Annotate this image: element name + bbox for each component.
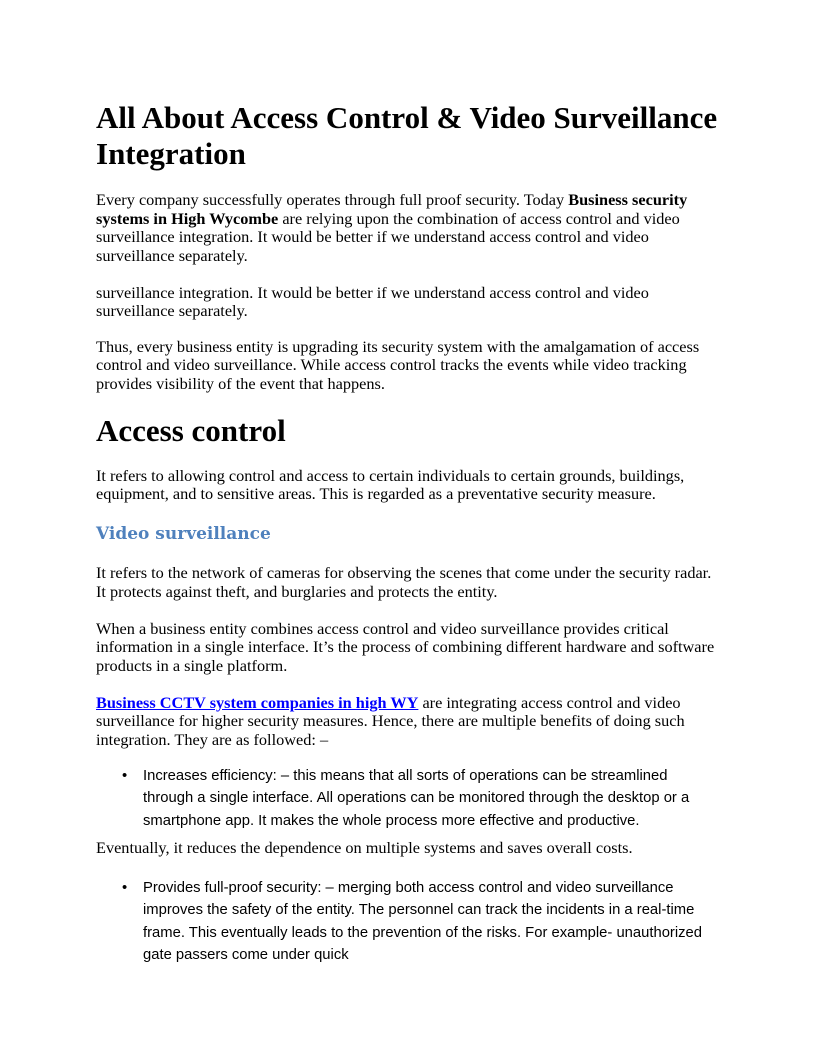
list-item-full-proof-security: • Provides full-proof security: – merging both access control and video surveillance improves the safety of the entity. The personnel can track the incidents in a real-time frame. This eventually leads to the prevention of the risks. For example- unauthorized gate passers come under quick bbox=[96, 877, 720, 967]
benefits-list bbox=[96, 765, 720, 832]
document-title: All About Access Control & Video Surveillance Integration bbox=[96, 100, 718, 171]
combine-paragraph: When a business entity combines access control and video surveillance provides critical information in a single interface. It’s the process of combining different hardware and software products in a single platform. bbox=[96, 618, 715, 675]
cctv-companies-link[interactable]: Business CCTV system companies in high WY bbox=[96, 692, 419, 712]
heading-video-surveillance: Video surveillance bbox=[96, 523, 271, 544]
intro-paragraph: Every company successfully operates through full proof security. Today Business security systems in High Wycombe are relying upon the combination of access control and video surveillance integration. It would be better if we understand access control and video surveillance separately. bbox=[96, 190, 688, 265]
access-control-paragraph: It refers to allowing control and access to certain individuals to certain grounds, buildings, equipment, and to sensitive areas. This is regarded as a preventative security measure. bbox=[96, 465, 685, 503]
benefits-list-continued bbox=[96, 877, 720, 967]
eventually-paragraph: Eventually, it reduces the dependence on multiple systems and saves overall costs. bbox=[96, 838, 633, 858]
benefits-intro-paragraph: Business CCTV system companies in high WY are integrating access control and video surveillance for higher security measures. Hence, there are multiple benefits of doing such integration. They are as followed: – bbox=[96, 692, 685, 749]
video-surveillance-paragraph: It refers to the network of cameras for observing the scenes that come under the security radar. It protects against theft, and burglaries and protects the entity. bbox=[96, 563, 712, 601]
intro-repeat-paragraph: surveillance integration. It would be better if we understand access control and video surveillance separately. bbox=[96, 282, 649, 320]
list-item-increases-efficiency: • Increases efficiency: – this means that all sorts of operations can be streamlined through a single interface. All operations can be monitored through the desktop or a smartphone app. It makes the whole process more effective and productive. bbox=[96, 765, 720, 832]
heading-access-control: Access control bbox=[96, 413, 286, 448]
thus-paragraph: Thus, every business entity is upgrading its security system with the amalgamation of access control and video surveillance. While access control tracks the events while video tracking provides visibility of the event that happens. bbox=[96, 336, 700, 393]
